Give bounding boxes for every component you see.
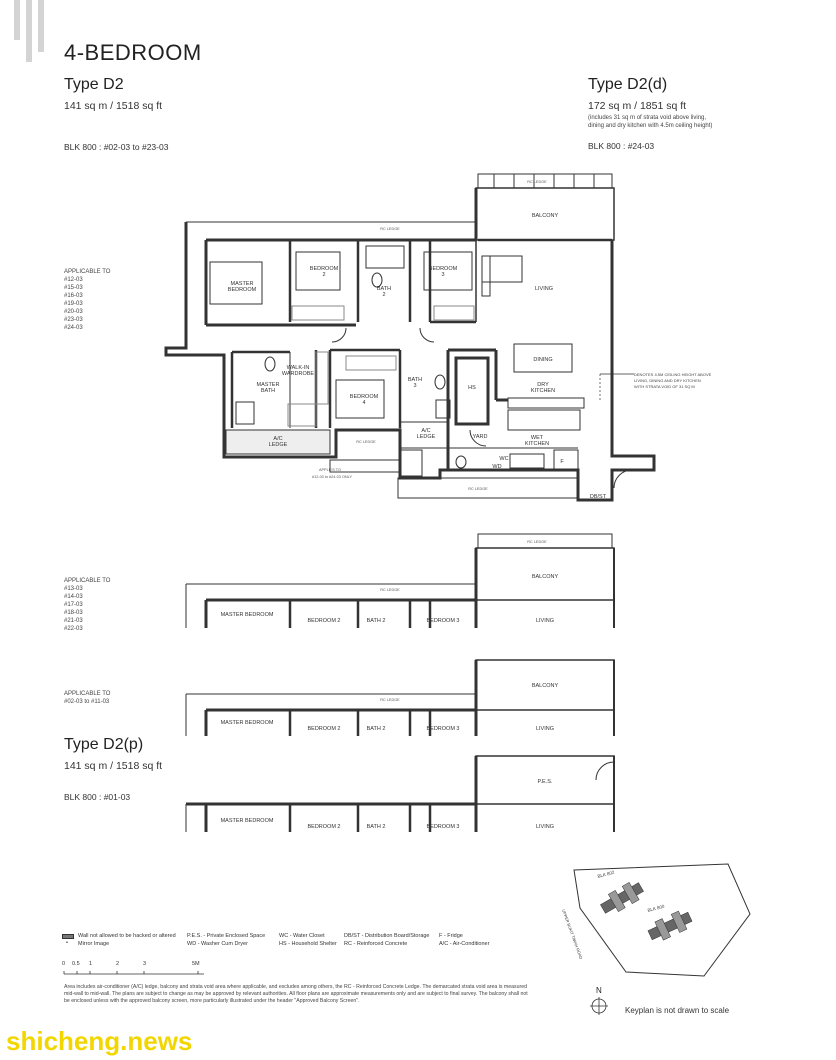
room-ac-ledge-b-2: LEDGE xyxy=(416,434,436,440)
compass-icon xyxy=(590,997,608,1015)
scale-tick: 5M xyxy=(192,961,200,967)
room-bedroom2-num: 2 xyxy=(322,272,326,278)
ceiling-note-3: WITH STRATA VOID OF 31 SQ M xyxy=(634,384,695,389)
keyplan-drawing xyxy=(560,858,760,983)
applicable-label: APPLICABLE TO xyxy=(64,691,111,697)
legend-mirror: Mirror Image xyxy=(78,941,110,947)
type-d2d-blk: BLK 800 : #24-03 xyxy=(588,141,655,151)
rc-ledge-bottom: RC LEDGE xyxy=(468,487,488,491)
room-bath2-num: 2 xyxy=(382,292,386,298)
applicable-label: APPLICABLE TO xyxy=(64,578,111,584)
room-wet-kitchen-1: WET xyxy=(530,435,544,441)
applicable-unit: #02-03 to #11-03 xyxy=(64,699,110,705)
legend-wc: WC - Water Closet xyxy=(279,933,325,939)
room-bedroom4-num: 4 xyxy=(362,400,366,406)
scale-bar xyxy=(62,960,212,980)
type-d2d-note1: (includes 31 sq m of strata void above living, xyxy=(588,115,707,121)
applicable-unit: #20-03 xyxy=(64,309,83,315)
strip-a-bedroom2: BEDROOM 2 xyxy=(307,618,341,624)
applicable-unit: #24-03 xyxy=(64,325,83,331)
strip-c-living: LIVING xyxy=(535,824,555,830)
applicable-unit: #16-03 xyxy=(64,293,83,299)
room-master-bedroom-2: BEDROOM xyxy=(227,287,257,293)
strip-b-living: LIVING xyxy=(535,726,555,732)
legend-hs: HS - Household Shelter xyxy=(279,941,337,947)
applicable-unit: #18-03 xyxy=(64,610,83,616)
room-dining: DINING xyxy=(533,357,553,363)
type-d2d-note2: dining and dry kitchen with 4.5m ceiling height) xyxy=(588,123,713,129)
strip-b-bath2: BATH 2 xyxy=(366,726,386,732)
legend-wall: Wall not allowed to be hacked or altered xyxy=(78,933,176,939)
keyplan-road: UPPER BUKIT TIMAH ROAD xyxy=(561,908,584,960)
type-d2-name: Type D2 xyxy=(64,76,124,93)
type-d2d-area: 172 sq m / 1851 sq ft xyxy=(588,100,687,112)
scale-bar-drawing xyxy=(62,960,212,980)
room-bath2: BATH xyxy=(376,286,392,292)
room-dry-kitchen-1: DRY xyxy=(537,382,549,388)
strip-c-bedroom2: BEDROOM 2 xyxy=(307,824,341,830)
room-balcony: BALCONY xyxy=(531,213,559,219)
strip-b-bedroom2: BEDROOM 2 xyxy=(307,726,341,732)
legend-rc: RC - Reinforced Concrete xyxy=(344,941,408,947)
type-d2p-area: 141 sq m / 1518 sq ft xyxy=(64,760,163,772)
strip-c-bedroom3: BEDROOM 3 xyxy=(426,824,460,830)
strip-c-master: MASTER BEDROOM xyxy=(220,818,274,824)
room-ac-ledge-2: LEDGE xyxy=(268,442,288,448)
room-bedroom4: BEDROOM xyxy=(349,394,379,400)
applies-to: APPLIES TO xyxy=(318,468,342,472)
keyplan-blk800: BLK 800 xyxy=(646,903,665,913)
room-hs: HS xyxy=(468,385,476,391)
scale-tick: 1 xyxy=(89,961,93,967)
ceiling-note-1: DENOTES 4.5M CEILING HEIGHT ABOVE xyxy=(634,372,712,377)
room-living: LIVING xyxy=(534,286,554,292)
wall-swatch xyxy=(62,934,74,939)
room-walkin-2: WARDROBE xyxy=(281,371,315,377)
legend-bullet: • xyxy=(66,940,68,946)
applicable-unit: #23-03 xyxy=(64,317,83,323)
applicable-unit: #21-03 xyxy=(64,618,83,624)
room-bedroom3-num: 3 xyxy=(441,272,445,278)
partial-plans-drawing xyxy=(0,530,836,840)
rc-ledge-top: RC LEDGE xyxy=(380,227,400,231)
legend-pes: P.E.S. - Private Enclosed Space xyxy=(187,933,266,939)
room-bath3-num: 3 xyxy=(413,383,417,389)
legend xyxy=(62,934,562,954)
applies-to-units: #12-03 to #24-03 ONLY xyxy=(311,475,353,479)
strip-a-rc-ledge: RC LEDGE xyxy=(527,540,547,544)
room-bath3: BATH xyxy=(407,377,423,383)
scale-tick: 0 xyxy=(62,961,66,967)
type-d2p-blk: BLK 800 : #01-03 xyxy=(64,792,131,802)
room-master-bath-1: MASTER xyxy=(256,382,280,388)
strip-b-balcony: BALCONY xyxy=(531,683,559,689)
rc-ledge-mid: RC LEDGE xyxy=(356,440,376,444)
keyplan-blk802: BLK 802 xyxy=(596,869,615,879)
keyplan xyxy=(560,858,760,983)
room-bedroom3: BEDROOM xyxy=(428,266,458,272)
type-d2-area: 141 sq m / 1518 sq ft xyxy=(64,100,163,112)
legend-ac: A/C - Air-Conditioner xyxy=(439,941,490,947)
applicable-unit: #19-03 xyxy=(64,301,83,307)
disclaimer: Area includes air-conditioner (A/C) ledge, balcony and strata void area where applicable, and excludes among others, the RC - Reinforced Concrete Ledge. The demarcated strata void area is measured mid-wall to mid-wall. The plans are subject to change as may be approved by relevant authorities. All floor plans are approximate measurements only and are subject to final survey. The balcony shall not be enclosed unless with the approved balcony screen, more particularly illustrated under the header "Approved Balcony Screen". xyxy=(64,984,528,1004)
type-d2p-name: Type D2(p) xyxy=(64,736,144,753)
applicable-unit: #22-03 xyxy=(64,626,83,632)
legend-f: F - Fridge xyxy=(439,933,463,939)
strip-a-rc-ledge-2: RC LEDGE xyxy=(380,588,400,592)
room-f: F xyxy=(560,459,564,465)
strip-a-balcony: BALCONY xyxy=(531,574,559,580)
type-d2d-name: Type D2(d) xyxy=(588,76,668,93)
strip-c-pes: P.E.S. xyxy=(537,779,553,785)
keyplan-note: Keyplan is not drawn to scale xyxy=(625,1006,730,1015)
legend-wd: WD - Washer Cum Dryer xyxy=(187,941,248,947)
strip-a-bedroom3: BEDROOM 3 xyxy=(426,618,460,624)
strip-a-bath2: BATH 2 xyxy=(366,618,386,624)
room-bedroom2: BEDROOM xyxy=(309,266,339,272)
scale-tick: 0.5 xyxy=(72,961,80,967)
page-title: 4-BEDROOM xyxy=(64,40,202,65)
applicable-unit: #17-03 xyxy=(64,602,83,608)
type-d2-blk: BLK 800 : #02-03 to #23-03 xyxy=(64,142,169,152)
rc-ledge-balcony: RC LEDGE xyxy=(527,180,547,184)
strip-b-master: MASTER BEDROOM xyxy=(220,720,274,726)
scale-tick: 3 xyxy=(143,961,147,967)
room-wc: WC xyxy=(499,456,509,462)
watermark: shicheng.news xyxy=(6,1026,193,1056)
applicable-unit: #13-03 xyxy=(64,586,83,592)
applicable-label: APPLICABLE TO xyxy=(64,269,111,275)
strip-a-living: LIVING xyxy=(535,618,555,624)
room-yard: YARD xyxy=(472,434,488,440)
room-wd: WD xyxy=(492,464,502,470)
north-label: N xyxy=(596,986,602,995)
legend-dbst: DB/ST - Distribution Board/Storage xyxy=(344,933,430,939)
partial-plans xyxy=(0,530,836,840)
room-ac-ledge-b-1: A/C xyxy=(421,428,431,434)
strip-c-bath2: BATH 2 xyxy=(366,824,386,830)
strip-a-master: MASTER BEDROOM xyxy=(220,612,274,618)
room-master-bath-2: BATH xyxy=(260,388,276,394)
applicable-unit: #15-03 xyxy=(64,285,83,291)
room-dbst: DB/ST xyxy=(589,494,607,500)
ceiling-note-2: LIVING, DINING AND DRY KITCHEN xyxy=(634,378,701,383)
room-ac-ledge-1: A/C xyxy=(273,436,283,442)
strip-b-rc-ledge: RC LEDGE xyxy=(380,698,400,702)
applicable-unit: #14-03 xyxy=(64,594,83,600)
room-dry-kitchen-2: KITCHEN xyxy=(530,388,556,394)
room-walkin-1: WALK-IN xyxy=(286,365,310,371)
room-wet-kitchen-2: KITCHEN xyxy=(524,441,550,447)
scale-tick: 2 xyxy=(116,961,120,967)
strip-b-bedroom3: BEDROOM 3 xyxy=(426,726,460,732)
room-master-bedroom-1: MASTER xyxy=(230,281,254,287)
applicable-unit: #12-03 xyxy=(64,277,83,283)
